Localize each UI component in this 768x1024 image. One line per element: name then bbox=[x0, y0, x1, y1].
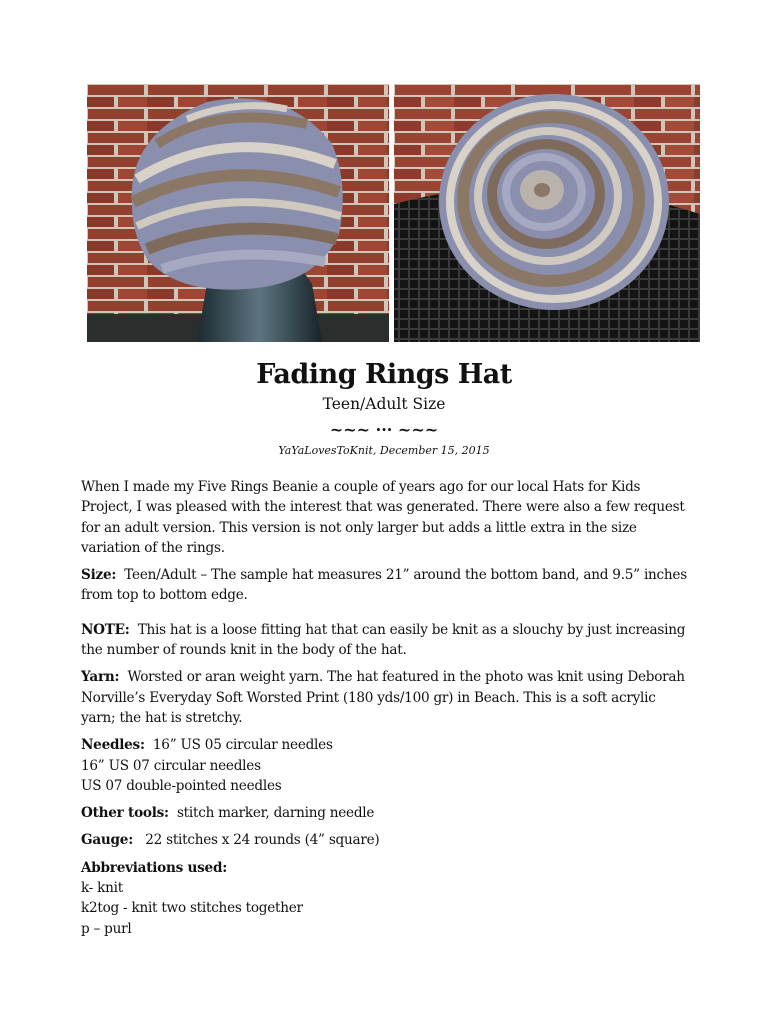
note-label: NOTE bbox=[81, 621, 125, 638]
other-tools-text: stitch marker, darning needle bbox=[176, 805, 375, 822]
abbreviations-label: Abbreviations used: bbox=[81, 859, 227, 876]
needles-line-1 bbox=[81, 735, 691, 755]
needles-label: Needles bbox=[81, 737, 140, 754]
abbreviation-item: k- knit bbox=[81, 880, 123, 897]
size-label: Size bbox=[81, 567, 112, 584]
knit-hat-side-view-photo bbox=[87, 84, 389, 342]
gauge-label: Gauge bbox=[81, 832, 129, 849]
yarn-section bbox=[81, 667, 691, 728]
other-tools-section bbox=[81, 803, 691, 823]
size-text: Teen/Adult – The sample hat measures 21” around the bottom band, and 9.5” inches from top to bottom edge. bbox=[81, 567, 687, 604]
decorative-divider: ~~~ ··· ~~~ bbox=[329, 420, 439, 439]
gauge-text: 22 stitches x 24 rounds (4” square) bbox=[145, 832, 380, 849]
gauge-section bbox=[81, 830, 691, 850]
yarn-colon: : bbox=[114, 669, 120, 686]
intro-paragraph: When I made my Five Rings Beanie a couple of years ago for our local Hats for Kids Project, I was pleased with the interest that was generated. There were also a few request for an adult version. This version is not only larger but adds a little extra in the size variation of the rings. bbox=[81, 479, 685, 556]
needles-section bbox=[81, 735, 691, 796]
note-text: This hat is a loose fitting hat that can easily be knit as a slouchy by just increasing the number of rounds knit in the body of the hat. bbox=[81, 621, 686, 659]
pattern-body bbox=[81, 477, 691, 946]
yarn-label: Yarn bbox=[81, 669, 115, 686]
other-tools-label: Other tools: bbox=[81, 805, 169, 822]
pattern-subtitle: Teen/Adult Size bbox=[322, 395, 446, 413]
note-section bbox=[81, 620, 691, 661]
photo-strip bbox=[87, 84, 700, 342]
needles-line-3: US 07 double-pointed needles bbox=[81, 777, 282, 794]
abbreviation-item: p – purl bbox=[81, 920, 132, 937]
yarn-text: Worsted or aran weight yarn. The hat featured in the photo was knit using Deborah Norville’s Everyday Soft Worsted Print (180 yds/100 gr) in Beach. This is a soft acrylic yarn; the hat is stretchy. bbox=[81, 669, 685, 726]
author-byline: YaYaLovesToKnit, December 15, 2015 bbox=[278, 444, 490, 457]
size-section bbox=[81, 565, 691, 606]
abbreviation-item: k2tog - knit two stitches together bbox=[81, 900, 303, 917]
needles-text-1: 16” US 05 circular needles bbox=[152, 737, 333, 754]
needles-colon: : bbox=[139, 737, 145, 754]
knit-hat-top-view-photo bbox=[394, 84, 700, 342]
gauge-colon: : bbox=[128, 832, 133, 849]
abbreviations-section bbox=[81, 858, 691, 939]
note-colon: : bbox=[124, 621, 130, 638]
needles-line-2: 16” US 07 circular needles bbox=[81, 757, 261, 774]
pattern-title: Fading Rings Hat bbox=[256, 359, 512, 390]
size-colon: : bbox=[111, 567, 117, 584]
